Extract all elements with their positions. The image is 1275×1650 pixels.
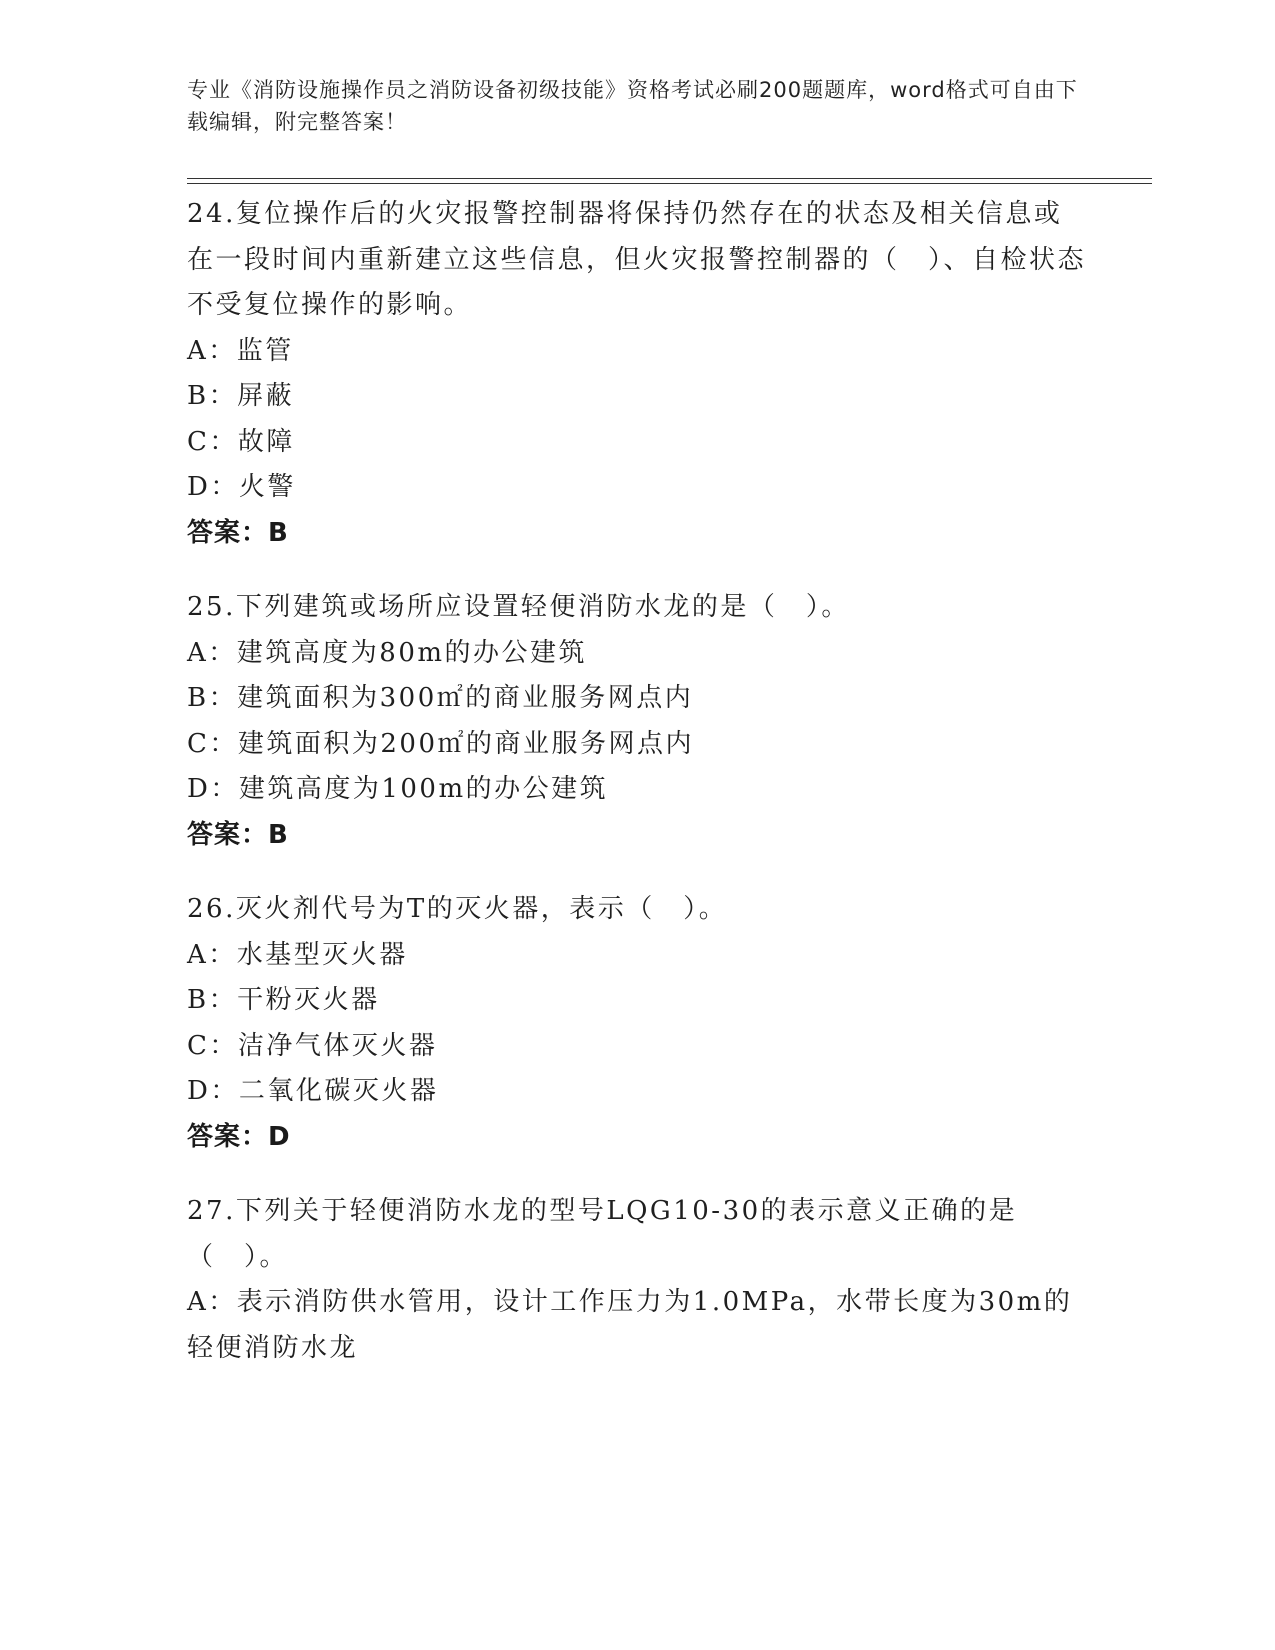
question-stem: 24.复位操作后的火灾报警控制器将保持仍然存在的状态及相关信息或在一段时间内重新建立这些信息，但火灾报警控制器的（ ）、自检状态不受复位操作的影响。 (187, 199, 1087, 320)
question-24 (187, 192, 1087, 556)
answer: 答案：B (187, 819, 289, 850)
option-c: C：建筑面积为200㎡的商业服务网点内 (187, 728, 695, 759)
page-header (187, 74, 1092, 138)
option-a: A：建筑高度为80m的办公建筑 (187, 637, 588, 668)
question-stem: 27.下列关于轻便消防水龙的型号LQG10-30的表示意义正确的是（ ）。 (187, 1196, 1018, 1272)
header-divider (187, 178, 1152, 184)
option-a: A：监管 (187, 335, 294, 366)
question-list (187, 192, 1087, 1400)
question-stem: 26.灭火剂代号为T的灭火器，表示（ ）。 (187, 894, 728, 924)
option-d: D：火警 (187, 472, 296, 502)
option-d: D：建筑高度为100m的办公建筑 (187, 774, 609, 804)
question-27 (187, 1189, 1087, 1371)
option-b: B：屏蔽 (187, 381, 295, 411)
option-a: A：水基型灭火器 (187, 939, 408, 970)
answer: 答案：B (187, 517, 289, 548)
document-header-text: 专业《消防设施操作员之消防设备初级技能》资格考试必刷200题题库，word格式可自由下载编辑，附完整答案！ (187, 78, 1078, 134)
option-c: C：洁净气体灭火器 (187, 1030, 438, 1061)
option-a: A：表示消防供水管用，设计工作压力为1.0MPa，水带长度为30m的轻便消防水龙 (187, 1287, 1073, 1363)
question-26 (187, 887, 1087, 1160)
question-25 (187, 585, 1087, 858)
question-stem: 25.下列建筑或场所应设置轻便消防水龙的是（ ）。 (187, 592, 850, 622)
option-b: B：建筑面积为300㎡的商业服务网点内 (187, 683, 694, 713)
option-c: C：故障 (187, 426, 295, 457)
answer: 答案：D (187, 1121, 291, 1152)
option-b: B：干粉灭火器 (187, 985, 380, 1015)
option-d: D：二氧化碳灭火器 (187, 1076, 439, 1106)
